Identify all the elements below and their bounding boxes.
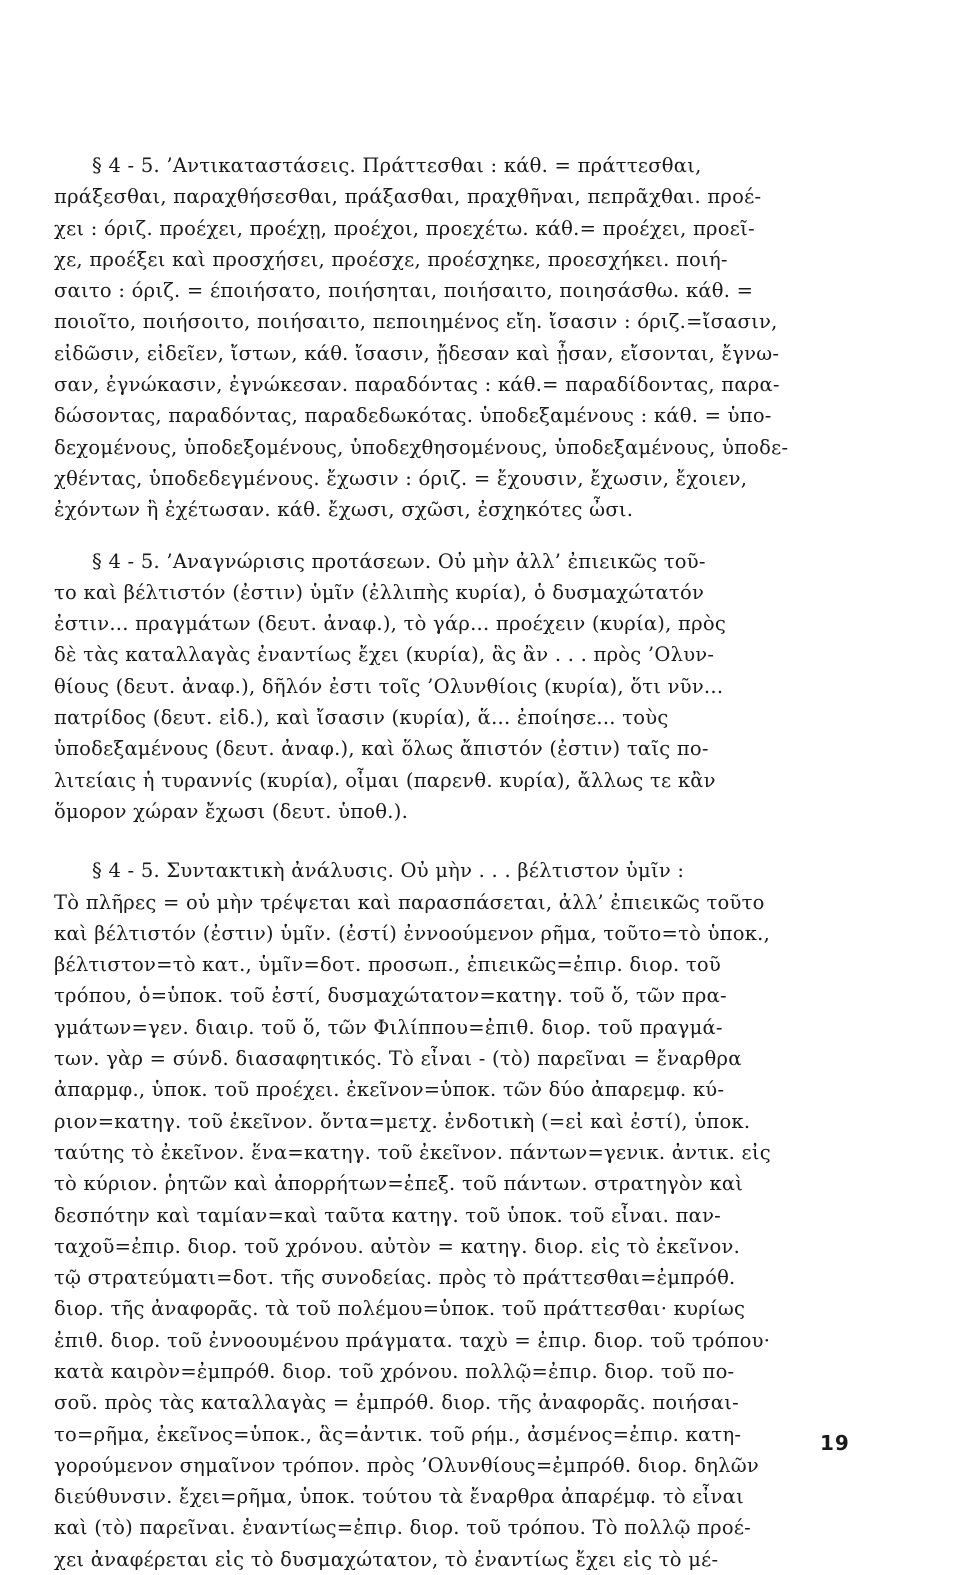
text-line: τρόπου, ὁ=ὑποκ. τοῦ ἐστί, δυσμαχώτατον=κατηγ. τοῦ ὅ, τῶν πρα- xyxy=(54,984,727,1008)
text-line: το=ρῆμα, ἐκεῖνος=ὑποκ., ἃς=ἀντικ. τοῦ ρήμ., ἀσμένος=ἐπιρ. κατη- xyxy=(54,1422,742,1446)
text-line: καὶ (τὸ) παρεῖναι. ἐναντίως=ἐπιρ. διορ. τοῦ τρόπου. Τὸ πολλῷ προέ- xyxy=(54,1516,752,1540)
text-line: χε, προέξει καὶ προσχήσει, προέσχε, προέσχηκε, προεσχήκει. ποιή- xyxy=(54,247,728,271)
text-line: ταύτης τὸ ἐκεῖνον. ἕνα=κατηγ. τοῦ ἐκεῖνον. πάντων=γενικ. ἀντικ. εἰς xyxy=(54,1140,771,1164)
text-line: ὅμορον χώραν ἔχωσι (δευτ. ὑποθ.). xyxy=(54,799,409,823)
text-line: καὶ βέλτιστόν (ἐστιν) ὑμῖν. (ἐστί) ἐννοούμενον ρῆμα, τοῦτο=τὸ ὑποκ., xyxy=(54,921,771,945)
text-line: πράξεσθαι, παραχθήσεσθαι, πράξασθαι, πραχθῆναι, πεπρᾶχθαι. προέ- xyxy=(54,185,762,209)
text-line: το καὶ βέλτιστόν (ἐστιν) ὑμῖν (ἐλλιπὴς κυρία), ὁ δυσμαχώτατόν xyxy=(54,580,705,604)
section-heading-line: § 4 - 5. Συντακτικὴ ἀνάλυσις. Οὐ μὴν . . . βέλτιστον ὑμῖν : xyxy=(92,859,685,883)
text-line: ἐπιθ. διορ. τοῦ ἐννοουμένου πράγματα. ταχὺ = ἐπιρ. διορ. τοῦ τρόπου· xyxy=(54,1328,771,1352)
text-line: Τὸ πλῆρες = οὐ μὴν τρέψεται καὶ παρασπάσεται, ἀλλ’ ἐπιεικῶς τοῦτο xyxy=(54,890,765,914)
section-heading-line: § 4 - 5. ’Αντικαταστάσεις. Πράττεσθαι : κάθ. = πράττεσθαι, xyxy=(92,154,702,177)
text-line: δώσοντας, παραδόντας, παραδεδωκότας. ὑποδεξαμένους : κάθ. = ὑπο- xyxy=(54,404,772,428)
text-line: πατρίδος (δευτ. εἰδ.), καὶ ἴσασιν (κυρία), ἅ... ἐποίησε... τοὺς xyxy=(54,706,669,730)
text-line: τὸ κύριον. ῥητῶν καὶ ἀπορρήτων=ἐπεξ. τοῦ πάντων. στρατηγὸν καὶ xyxy=(54,1172,744,1196)
page-number: 19 xyxy=(820,1431,850,1455)
text-line: σοῦ. πρὸς τὰς καταλλαγὰς = ἐμπρόθ. διορ. τῆς ἀναφορᾶς. ποιήσαι- xyxy=(54,1391,739,1415)
text-line: ποιοῖτο, ποιήσοιτο, ποιήσαιτο, πεποιημένος εἴη. ἴσασιν : όριζ.=ἴσασιν, xyxy=(54,310,778,334)
text-line: χει ἀναφέρεται εἰς τὸ δυσμαχώτατον, τὸ ἐναντίως ἔχει εἰς τὸ μέ- xyxy=(54,1547,719,1571)
text-line: ταχοῦ=ἐπιρ. διορ. τοῦ χρόνου. αὐτὸν = κατηγ. διορ. εἰς τὸ ἐκεῖνον. xyxy=(54,1234,741,1258)
text-line: διορ. τῆς ἀναφορᾶς. τὰ τοῦ πολέμου=ὑποκ. τοῦ πράττεσθαι· κυρίως xyxy=(54,1297,746,1321)
text-line: ριον=κατηγ. τοῦ ἐκεῖνον. ὄντα=μετχ. ἐνδοτικὴ (=εἰ καὶ ἐστί), ὑποκ. xyxy=(54,1109,751,1133)
text-line: δὲ τὰς καταλλαγὰς ἐναντίως ἔχει (κυρία), ἃς ἂν . . . πρὸς ’Ολυν- xyxy=(54,643,715,667)
text-line: σαιτο : όριζ. = έποιήσατο, ποιήσηται, ποιήσαιτο, ποιησάσθω. κάθ. = xyxy=(54,279,754,303)
text-line: βέλτιστον=τὸ κατ., ὑμῖν=δοτ. προσωπ., ἐπιεικῶς=ἐπιρ. διορ. τοῦ xyxy=(54,953,722,977)
text-line: θίους (δευτ. ἀναφ.), δῆλόν ἐστι τοῖς ’Ολυνθίοις (κυρία), ὅτι νῦν... xyxy=(54,674,724,698)
text-line: των. γὰρ = σύνδ. διασαφητικός. Τὸ εἶναι - (τὸ) παρεῖναι = ἔναρθρα xyxy=(54,1047,742,1071)
section-sentence-recognition xyxy=(54,546,854,828)
text-line: ὑποδεξαμένους (δευτ. ἀναφ.), καὶ ὅλως ἄπιστόν (ἐστιν) ταῖς πο- xyxy=(54,737,709,761)
text-line: δεσπότην καὶ ταμίαν=καὶ ταῦτα κατηγ. τοῦ ὑποκ. τοῦ εἶναι. παν- xyxy=(54,1203,722,1227)
text-line: κατὰ καιρὸν=ἐμπρόθ. διορ. τοῦ χρόνου. πολλῷ=ἐπιρ. διορ. τοῦ πο- xyxy=(54,1359,735,1383)
text-line: διεύθυνσιν. ἔχει=ρῆμα, ὑποκ. τούτου τὰ ἔναρθρα ἀπαρέμφ. τὸ εἶναι xyxy=(54,1485,744,1509)
text-line: τῷ στρατεύματι=δοτ. τῆς συνοδείας. πρὸς τὸ πράττεσθαι=ἐμπρόθ. xyxy=(54,1266,736,1290)
text-line: σαν, ἐγνώκασιν, ἐγνώκεσαν. παραδόντας : κάθ.= παραδίδοντας, παρα- xyxy=(54,373,780,397)
text-line: λιτείαις ἡ τυραννίς (κυρία), οἶμαι (παρενθ. κυρία), ἄλλως τε κἂν xyxy=(54,768,716,792)
text-line: γμάτων=γεν. διαιρ. τοῦ ὅ, τῶν Φιλίππου=ἐπιθ. διορ. τοῦ πραγμά- xyxy=(54,1015,723,1039)
text-line: ἀπαρμφ., ὑποκ. τοῦ προέχει. ἐκεῖνον=ὑποκ. τῶν δύο ἀπαρεμφ. κύ- xyxy=(54,1078,725,1102)
text-line: ἐχόντων ἢ ἐχέτωσαν. κάθ. ἔχωσι, σχῶσι, ἐσχηκότες ὦσι. xyxy=(54,498,634,522)
text-line: χει : όριζ. προέχει, προέχῃ, προέχοι, προεχέτω. κάθ.= προέχει, προεῖ- xyxy=(54,216,755,240)
text-line: ἐστιν... πραγμάτων (δευτ. ἀναφ.), τὸ γάρ... προέχειν (κυρία), πρὸς xyxy=(54,612,726,636)
text-line: εἰδῶσιν, εἰδεῖεν, ἴστων, κάθ. ἴσασιν, ᾔδεσαν καὶ ᾖσαν, εἴσονται, ἔγνω- xyxy=(54,341,780,365)
text-line: χθέντας, ὑποδεδεγμένους. ἔχωσιν : όριζ. = ἔχουσιν, ἔχωσιν, ἔχοιεν, xyxy=(54,466,748,490)
section-substitutions xyxy=(54,150,854,526)
section-heading-line: § 4 - 5. ’Αναγνώρισις προτάσεων. Οὐ μὴν ἀλλ’ ἐπιεικῶς τοῦ- xyxy=(92,549,706,573)
section-syntactic-analysis xyxy=(54,855,854,1575)
text-line: δεχομένους, ὑποδεξομένους, ὑποδεχθησομένους, ὑποδεξαμένους, ὑποδε- xyxy=(54,435,789,459)
text-line: γορούμενον σημαῖνον τρόπον. πρὸς ’Ολυνθίους=ἐμπρόθ. διορ. δηλῶν xyxy=(54,1453,760,1477)
